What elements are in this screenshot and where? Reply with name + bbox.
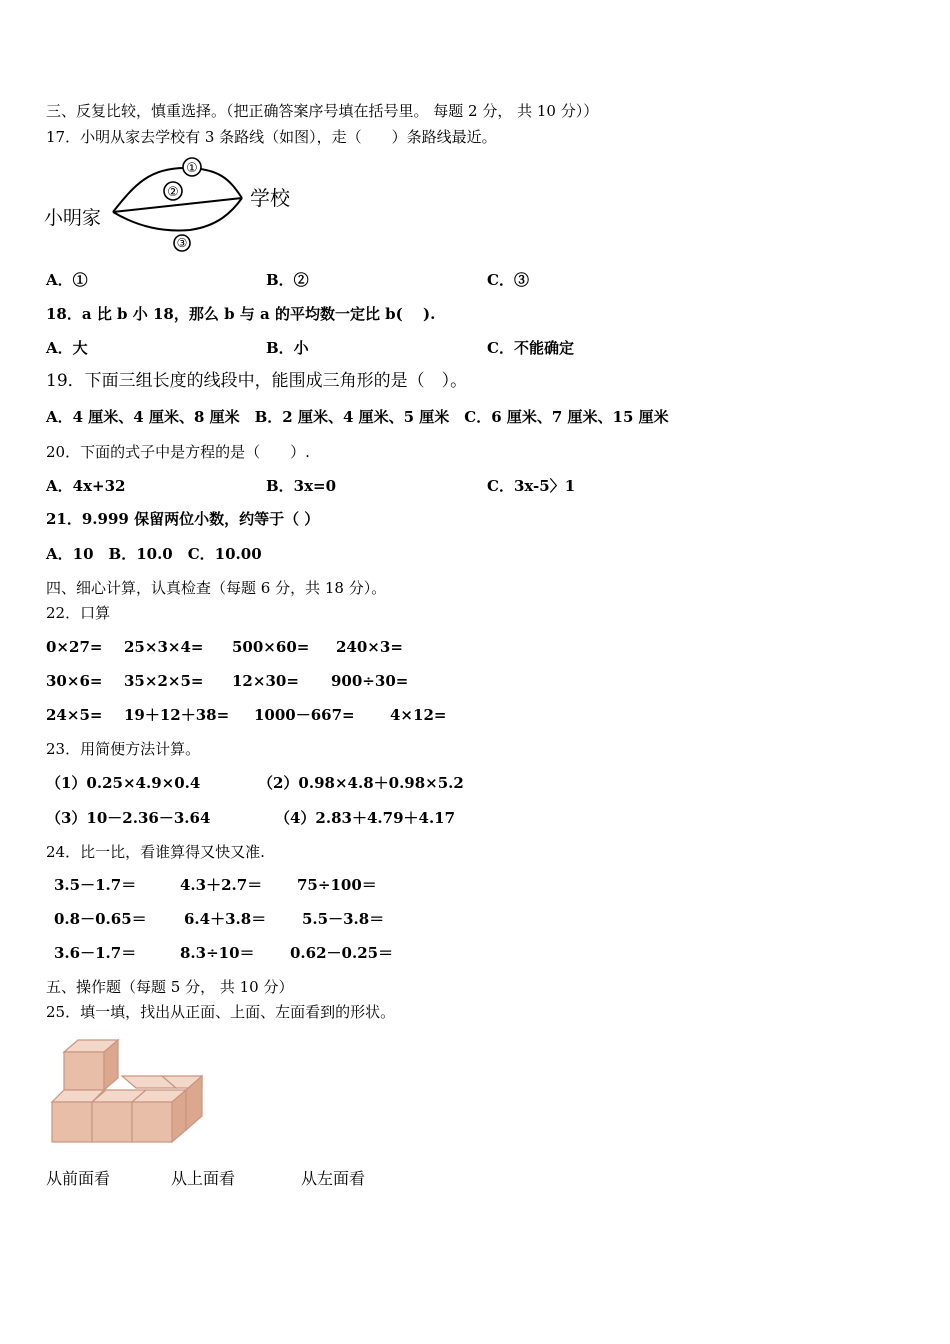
q23-item-1: （1）0.25×4.9×0.4 (46, 774, 201, 792)
q24-r3-c3: 0.62－0.25＝ (290, 944, 394, 962)
q23-item-3: （3）10－2.36－3.64 (46, 809, 211, 827)
q21-stem: 21．9.999 保留两位小数，约等于（ ） (46, 510, 320, 528)
q22-r2-c4: 900÷30= (331, 672, 409, 690)
q24-r3-c1: 3.6－1.7＝ (54, 944, 137, 962)
section-5-heading: 五、操作题（每题 5 分， 共 10 分） (46, 978, 294, 996)
section-3-heading: 三、反复比较，慎重选择。（把正确答案序号填在括号里。 每题 2 分， 共 10 分）） (46, 102, 599, 120)
q22-r3-c4: 4×12= (390, 706, 447, 724)
q18-stem: 18．a 比 b 小 18，那么 b 与 a 的平均数一定比 b( ). (46, 305, 436, 323)
q24-r1-c2: 4.3＋2.7＝ (180, 876, 263, 894)
q24-r1-c3: 75÷100＝ (297, 876, 377, 894)
q24-r2-c2: 6.4＋3.8＝ (184, 910, 267, 928)
q22-r3-c1: 24×5= (46, 706, 103, 724)
school-label: 学校 (250, 186, 290, 210)
q25-stem: 25．填一填，找出从正面、上面、左面看到的形状。 (46, 1003, 396, 1021)
q20-option-a: A．4x+32 (46, 477, 126, 495)
q24-r1-c1: 3.5－1.7＝ (54, 876, 137, 894)
q22-r1-c4: 240×3= (336, 638, 403, 656)
q24-r3-c2: 8.3÷10＝ (180, 944, 255, 962)
q22-r2-c1: 30×6= (46, 672, 103, 690)
view-left-label: 从左面看 (301, 1169, 366, 1188)
cube-front-face (92, 1102, 132, 1142)
route-1-label: ① (186, 161, 198, 176)
route-3-path (113, 198, 242, 230)
q19-stem: 19．下面三组长度的线段中，能围成三角形的是（ ）。 (46, 371, 468, 391)
q18-option-b: B．小 (266, 339, 309, 357)
q22-r2-c2: 35×2×5= (124, 672, 204, 690)
q22-r3-c3: 1000－667= (254, 706, 355, 724)
cube-front-face (132, 1102, 172, 1142)
q22-r1-c3: 500×60= (232, 638, 310, 656)
route-2-path (113, 198, 242, 212)
cube-front-face (52, 1102, 92, 1142)
cube-stack-figure (46, 1036, 208, 1148)
q24-r2-c3: 5.5－3.8＝ (302, 910, 385, 928)
route-3-label: ③ (176, 236, 188, 250)
section-4-heading: 四、细心计算，认真检查（每题 6 分，共 18 分）。 (46, 579, 387, 597)
q17-option-b: B．② (266, 271, 309, 289)
q20-option-b: B．3x=0 (266, 477, 337, 495)
cube-front-face (64, 1052, 104, 1090)
q22-stem: 22．口算 (46, 604, 111, 622)
view-front-label: 从前面看 (46, 1169, 111, 1188)
q22-r1-c1: 0×27= (46, 638, 103, 656)
q24-stem: 24．比一比，看谁算得又快又准. (46, 843, 265, 861)
q17-option-a: A．① (46, 271, 88, 289)
home-label: 小明家 (44, 207, 102, 229)
cube-stack-svg (46, 1036, 208, 1148)
q20-option-c: C．3x-5〉1 (487, 477, 576, 495)
view-top-label: 从上面看 (171, 1169, 236, 1188)
q20-stem: 20．下面的式子中是方程的是（ ）. (46, 443, 310, 461)
q23-item-4: （4）2.83＋4.79＋4.17 (275, 809, 456, 827)
route-2-label: ② (167, 185, 179, 200)
q18-option-c: C．不能确定 (487, 339, 574, 357)
q17-option-c: C．③ (487, 271, 529, 289)
q18-option-a: A．大 (46, 339, 88, 357)
q17-stem: 17．小明从家去学校有 3 条路线（如图），走（ ）条路线最近。 (46, 128, 497, 146)
q22-r3-c2: 19＋12＋38= (124, 706, 230, 724)
q21-options: A．10 B．10.0 C．10.00 (46, 545, 262, 563)
q22-r2-c3: 12×30= (232, 672, 299, 690)
route-diagram-svg (40, 154, 310, 258)
route-diagram (40, 154, 310, 258)
q24-r2-c1: 0.8－0.65＝ (54, 910, 147, 928)
q23-stem: 23．用简便方法计算。 (46, 740, 201, 758)
q19-options: A．4 厘米、4 厘米、8 厘米 B．2 厘米、4 厘米、5 厘米 C．6 厘米、7 厘米、15 厘米 (46, 408, 669, 426)
q22-r1-c2: 25×3×4= (124, 638, 204, 656)
q23-item-2: （2）0.98×4.8＋0.98×5.2 (258, 774, 464, 792)
